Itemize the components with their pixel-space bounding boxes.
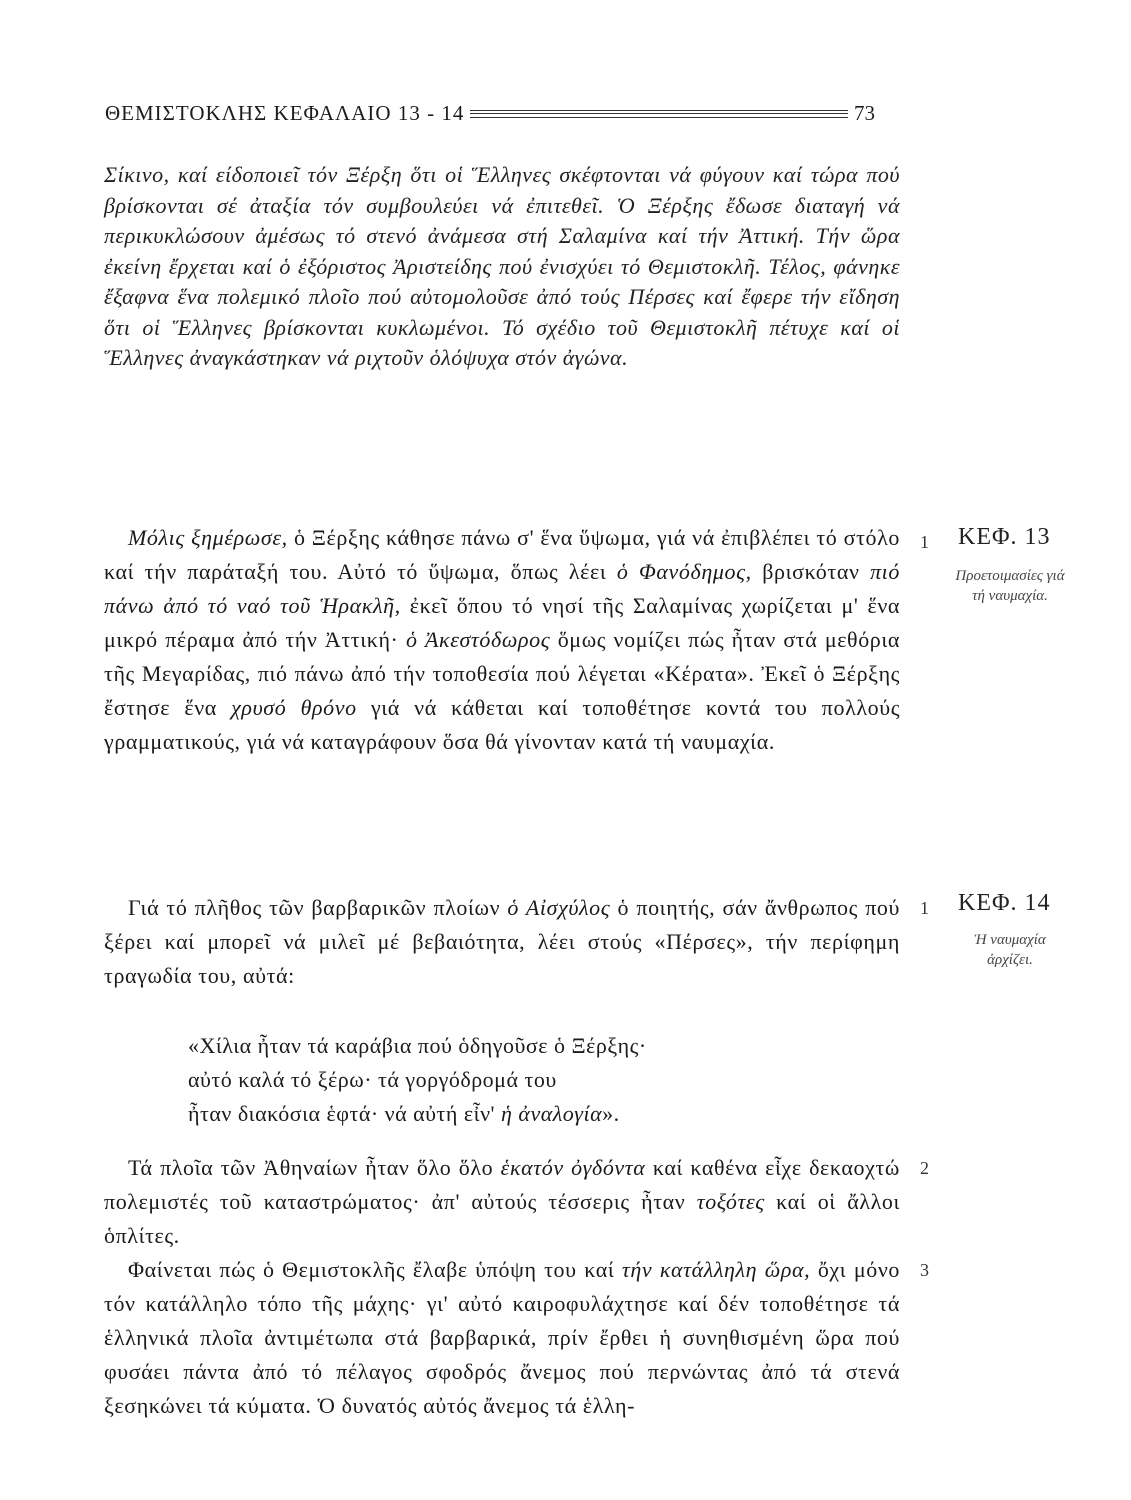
text-span: καί καθένα εἶχε δεκαοχτώ πολεμιστές τοῦ καταστρώματος· ἀπ' αὐτούς τέσσερις ἦταν	[104, 1155, 901, 1214]
text-span: γιά νά κάθεται καί τοποθέτησε κοντά του πολλούς γραμματικούς, γιά νά καταγράφουν ὅσα θά γίνονταν κατά τή ναυμαχία.	[104, 695, 901, 754]
running-head	[105, 96, 875, 130]
page-number: 73	[854, 100, 875, 125]
text-span: τήν κατάλληλη ὥρα,	[621, 1257, 811, 1282]
verse-line	[188, 1097, 888, 1131]
text-span: ὅμως νομίζει πώς ἦταν στά μεθόρια τῆς Μεγαρίδας, πιό πάνω ἀπό τήν τοποθεσία πού λέγεται «Κέρατα». Ἐκεῖ ὁ Ξέρξης ἔστησε ἕνα	[104, 627, 901, 720]
chapter-label-13: ΚΕΦ. 13	[958, 524, 1051, 550]
text-span: Τά πλοῖα τῶν Ἀθηναίων ἦταν ὅλο ὅλο	[128, 1155, 501, 1180]
text-span: Φαίνεται πώς ὁ Θεμιστοκλῆς ἔλαβε ὑπόψη του καί	[128, 1257, 622, 1282]
section-number: 1	[920, 898, 929, 918]
text-span: ἡ ἀναλογία	[500, 1101, 603, 1126]
verse-line: αὐτό καλά τό ξέρω· τά γοργόδρομά του	[188, 1067, 557, 1092]
text-span: ὁ Αἰσχύλος	[507, 895, 611, 920]
paragraph-2	[104, 1151, 900, 1253]
header-rule	[470, 110, 848, 118]
text-span: ».	[602, 1101, 620, 1126]
text-span: Μόλις ξημέρωσε,	[128, 525, 288, 550]
paragraph-ch14	[104, 891, 900, 993]
verse-quote	[188, 1029, 888, 1131]
verse-line: «Χίλια ἦταν τά καράβια πού ὁδηγοῦσε ὁ Ξέρξης·	[188, 1033, 647, 1058]
text-span: ἦταν διακόσια ἑφτά· νά αὐτή εἶν'	[188, 1101, 501, 1126]
margin-gloss-13: Προετοιμασίες γιά τή ναυμαχία.	[955, 568, 1065, 604]
margin-gloss-14: Ἡ ναυμαχία ἀρχίζει.	[974, 932, 1046, 968]
text-span: ὄχι μόνο τόν κατάλληλο τόπο τῆς μάχης· γι' αὐτό καιροφυλάχτησε καί δέν τοποθέτησε τά ἑλληνικά πλοῖα ἀντιμέτωπα στά βαρβαρικά, πρίν ἔρθει ἡ συνηθισμένη ὥρα πού φυσάει πάντα ἀπό τό πέλαγος σφοδρός ἄνεμος πού περνώντας ἀπό τά στενά ξεσηκώνει τά κύματα. Ὁ δυνατός αὐτός ἄνεμος τά ἑλλη-	[104, 1257, 901, 1418]
text-span: χρυσό θρόνο	[231, 695, 357, 720]
paragraph-3	[104, 1253, 900, 1423]
section-number: 1	[920, 532, 929, 552]
text-span: ὁ Ἀκεστόδωρος	[405, 627, 551, 652]
text-span: ὁ Ξέρξης κάθησε πάνω σ' ἕνα ὕψωμα, γιά νά ἐπιβλέπει τό στόλο καί τήν παράταξή του. Αὐτό τό ὕψωμα, ὅπως λέει	[104, 525, 900, 584]
text-span: τοξότες	[696, 1189, 765, 1214]
text-span: ὁ Φανόδημος,	[616, 559, 752, 584]
text-span: Γιά τό πλῆθος τῶν βαρβαρικῶν πλοίων	[128, 895, 508, 920]
text-span: βρισκόταν	[751, 559, 871, 584]
paragraph-ch13	[104, 521, 900, 759]
section-number: 2	[920, 1158, 929, 1178]
text-span: καί οἱ ἄλλοι ὁπλίτες.	[104, 1189, 900, 1248]
text-span: ἐκεῖ ὅπου τό νησί τῆς Σαλαμίνας χωρίζεται μ' ἕνα μικρό πέραμα ἀπό τήν Ἀττική·	[104, 593, 900, 652]
chapter-label-14: ΚΕΦ. 14	[958, 890, 1051, 916]
text-span: πιό πάνω ἀπό τό ναό τοῦ Ἡρακλῆ,	[104, 559, 900, 618]
section-number: 3	[920, 1260, 929, 1280]
running-head-title: ΘΕΜΙΣΤΟΚΛΗΣ ΚΕΦΑΛΑΙΟ 13 - 14	[105, 100, 465, 125]
text-span: ἑκατόν ὀγδόντα	[500, 1155, 646, 1180]
intro-paragraph: Σίκινο, καί είδοποιεῖ τόν Ξέρξη ὅτι οἱ Ἕλληνες σκέφτονται νά φύγουν καί τώρα πού βρίσκονται σέ ἀταξία τόν συμβουλεύει νά ἐπιτεθεῖ. Ὁ Ξέρξης ἔδωσε διαταγή νά περικυκλώσουν ἀμέσως τό στενό ἀνάμεσα στή Σαλαμίνα καί τήν Ἀττική. Τήν ὥρα ἐκείνη ἔρχεται καί ὁ ἐξόριστος Ἀριστείδης πού ἐνισχύει τό Θεμιστοκλῆ. Τέλος, φάνηκε ἔξαφνα ἕνα πολεμικό πλοῖο πού αὐτομολοῦσε ἀπό τούς Πέρσες καί ἔφερε τήν εἴδηση ὅτι οἱ Ἕλληνες βρίσκονται κυκλωμένοι. Τό σχέδιο τοῦ Θεμιστοκλῆ πέτυχε καί οἱ Ἕλληνες ἀναγκάστηκαν νά ριχτοῦν ὁλόψυχα στόν ἀγώνα.	[104, 162, 900, 370]
text-span: ὁ ποιητής, σάν ἄνθρωπος πού ξέρει καί μπορεῖ νά μιλεῖ μέ βεβαιότητα, λέει στούς «Πέρσες», τήν περίφημη τραγωδία του, αὐτά:	[104, 895, 900, 988]
